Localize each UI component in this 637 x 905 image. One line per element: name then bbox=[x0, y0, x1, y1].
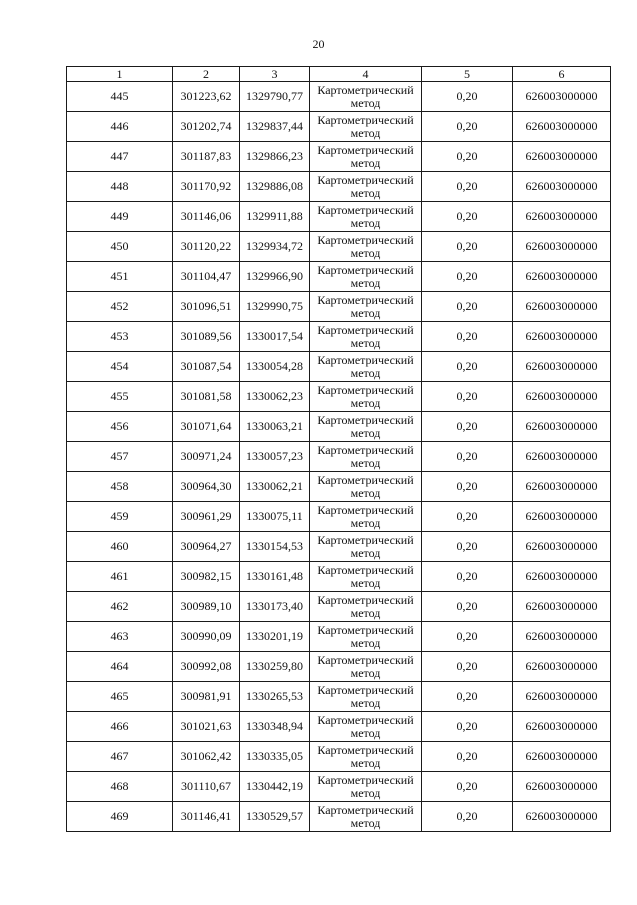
code-cell: 626003000000 bbox=[513, 112, 611, 142]
point-number-cell: 448 bbox=[67, 172, 173, 202]
column-header: 4 bbox=[310, 67, 422, 82]
method-cell bbox=[310, 202, 422, 232]
table-row bbox=[67, 322, 611, 352]
method-line-2: метод bbox=[350, 425, 381, 440]
table-row bbox=[67, 502, 611, 532]
code-cell: 626003000000 bbox=[513, 322, 611, 352]
table-row bbox=[67, 412, 611, 442]
x-coordinate-cell: 301071,64 bbox=[173, 412, 240, 442]
point-number-cell: 462 bbox=[67, 592, 173, 622]
point-number-cell: 457 bbox=[67, 442, 173, 472]
table-row bbox=[67, 562, 611, 592]
point-number-cell: 464 bbox=[67, 652, 173, 682]
accuracy-cell: 0,20 bbox=[422, 82, 513, 112]
code-cell: 626003000000 bbox=[513, 652, 611, 682]
code-cell: 626003000000 bbox=[513, 622, 611, 652]
method-line-1: Картометрический bbox=[317, 142, 414, 157]
method-line-2: метод bbox=[350, 545, 381, 560]
method-line-1: Картометрический bbox=[317, 532, 414, 547]
column-header: 2 bbox=[173, 67, 240, 82]
method-line-1: Картометрический bbox=[317, 712, 414, 727]
x-coordinate-cell: 301202,74 bbox=[173, 112, 240, 142]
code-cell: 626003000000 bbox=[513, 412, 611, 442]
accuracy-cell: 0,20 bbox=[422, 232, 513, 262]
point-number-cell: 468 bbox=[67, 772, 173, 802]
method-line-2: метод bbox=[350, 575, 381, 590]
y-coordinate-cell: 1330173,40 bbox=[240, 592, 310, 622]
code-cell: 626003000000 bbox=[513, 142, 611, 172]
method-line-2: метод bbox=[350, 155, 381, 170]
table-row bbox=[67, 742, 611, 772]
method-cell bbox=[310, 682, 422, 712]
method-line-2: метод bbox=[350, 755, 381, 770]
table-row bbox=[67, 712, 611, 742]
column-header: 6 bbox=[513, 67, 611, 82]
point-number-cell: 458 bbox=[67, 472, 173, 502]
y-coordinate-cell: 1330201,19 bbox=[240, 622, 310, 652]
coordinates-table bbox=[66, 66, 611, 832]
x-coordinate-cell: 301120,22 bbox=[173, 232, 240, 262]
table-row bbox=[67, 382, 611, 412]
method-line-2: метод bbox=[350, 785, 381, 800]
point-number-cell: 459 bbox=[67, 502, 173, 532]
y-coordinate-cell: 1330017,54 bbox=[240, 322, 310, 352]
code-cell: 626003000000 bbox=[513, 172, 611, 202]
method-cell bbox=[310, 712, 422, 742]
method-line-2: метод bbox=[350, 815, 381, 830]
point-number-cell: 466 bbox=[67, 712, 173, 742]
table-row bbox=[67, 772, 611, 802]
method-line-1: Картометрический bbox=[317, 292, 414, 307]
point-number-cell: 453 bbox=[67, 322, 173, 352]
x-coordinate-cell: 300964,27 bbox=[173, 532, 240, 562]
accuracy-cell: 0,20 bbox=[422, 592, 513, 622]
method-cell bbox=[310, 112, 422, 142]
table-header-row bbox=[67, 67, 611, 82]
accuracy-cell: 0,20 bbox=[422, 292, 513, 322]
accuracy-cell: 0,20 bbox=[422, 652, 513, 682]
method-line-2: метод bbox=[350, 695, 381, 710]
point-number-cell: 460 bbox=[67, 532, 173, 562]
x-coordinate-cell: 301187,83 bbox=[173, 142, 240, 172]
method-cell bbox=[310, 232, 422, 262]
accuracy-cell: 0,20 bbox=[422, 322, 513, 352]
code-cell: 626003000000 bbox=[513, 292, 611, 322]
point-number-cell: 461 bbox=[67, 562, 173, 592]
y-coordinate-cell: 1330442,19 bbox=[240, 772, 310, 802]
accuracy-cell: 0,20 bbox=[422, 682, 513, 712]
accuracy-cell: 0,20 bbox=[422, 562, 513, 592]
method-cell bbox=[310, 772, 422, 802]
x-coordinate-cell: 301096,51 bbox=[173, 292, 240, 322]
y-coordinate-cell: 1330265,53 bbox=[240, 682, 310, 712]
method-cell bbox=[310, 472, 422, 502]
method-line-1: Картометрический bbox=[317, 232, 414, 247]
x-coordinate-cell: 300992,08 bbox=[173, 652, 240, 682]
y-coordinate-cell: 1330062,21 bbox=[240, 472, 310, 502]
code-cell: 626003000000 bbox=[513, 202, 611, 232]
method-line-2: метод bbox=[350, 455, 381, 470]
method-line-1: Картометрический bbox=[317, 622, 414, 637]
table-row bbox=[67, 202, 611, 232]
method-line-1: Картометрический bbox=[317, 652, 414, 667]
y-coordinate-cell: 1329886,08 bbox=[240, 172, 310, 202]
y-coordinate-cell: 1330335,05 bbox=[240, 742, 310, 772]
method-cell bbox=[310, 82, 422, 112]
method-line-1: Картометрический bbox=[317, 742, 414, 757]
method-cell bbox=[310, 382, 422, 412]
method-line-2: метод bbox=[350, 215, 381, 230]
x-coordinate-cell: 301087,54 bbox=[173, 352, 240, 382]
table-row bbox=[67, 352, 611, 382]
method-cell bbox=[310, 802, 422, 832]
method-line-1: Картометрический bbox=[317, 262, 414, 277]
column-header: 5 bbox=[422, 67, 513, 82]
point-number-cell: 447 bbox=[67, 142, 173, 172]
accuracy-cell: 0,20 bbox=[422, 802, 513, 832]
code-cell: 626003000000 bbox=[513, 472, 611, 502]
method-line-1: Картометрический bbox=[317, 772, 414, 787]
method-cell bbox=[310, 412, 422, 442]
x-coordinate-cell: 301089,56 bbox=[173, 322, 240, 352]
x-coordinate-cell: 301021,63 bbox=[173, 712, 240, 742]
method-line-1: Картометрический bbox=[317, 382, 414, 397]
method-line-1: Картометрический bbox=[317, 682, 414, 697]
point-number-cell: 456 bbox=[67, 412, 173, 442]
accuracy-cell: 0,20 bbox=[422, 712, 513, 742]
y-coordinate-cell: 1330057,23 bbox=[240, 442, 310, 472]
y-coordinate-cell: 1330062,23 bbox=[240, 382, 310, 412]
x-coordinate-cell: 301081,58 bbox=[173, 382, 240, 412]
point-number-cell: 455 bbox=[67, 382, 173, 412]
method-line-2: метод bbox=[350, 635, 381, 650]
table-row bbox=[67, 592, 611, 622]
table-row bbox=[67, 802, 611, 832]
accuracy-cell: 0,20 bbox=[422, 442, 513, 472]
table-row bbox=[67, 652, 611, 682]
table-row bbox=[67, 262, 611, 292]
code-cell: 626003000000 bbox=[513, 82, 611, 112]
method-line-1: Картометрический bbox=[317, 112, 414, 127]
y-coordinate-cell: 1330348,94 bbox=[240, 712, 310, 742]
method-cell bbox=[310, 322, 422, 352]
x-coordinate-cell: 300971,24 bbox=[173, 442, 240, 472]
method-cell bbox=[310, 562, 422, 592]
method-cell bbox=[310, 502, 422, 532]
method-line-2: метод bbox=[350, 665, 381, 680]
code-cell: 626003000000 bbox=[513, 382, 611, 412]
accuracy-cell: 0,20 bbox=[422, 532, 513, 562]
accuracy-cell: 0,20 bbox=[422, 112, 513, 142]
method-line-2: метод bbox=[350, 725, 381, 740]
method-cell bbox=[310, 142, 422, 172]
y-coordinate-cell: 1330161,48 bbox=[240, 562, 310, 592]
y-coordinate-cell: 1330154,53 bbox=[240, 532, 310, 562]
method-cell bbox=[310, 352, 422, 382]
column-header: 3 bbox=[240, 67, 310, 82]
code-cell: 626003000000 bbox=[513, 802, 611, 832]
table-row bbox=[67, 532, 611, 562]
x-coordinate-cell: 301062,42 bbox=[173, 742, 240, 772]
x-coordinate-cell: 301110,67 bbox=[173, 772, 240, 802]
point-number-cell: 451 bbox=[67, 262, 173, 292]
point-number-cell: 469 bbox=[67, 802, 173, 832]
table-body bbox=[67, 67, 611, 832]
method-line-2: метод bbox=[350, 95, 381, 110]
table-row bbox=[67, 442, 611, 472]
point-number-cell: 463 bbox=[67, 622, 173, 652]
method-line-1: Картометрический bbox=[317, 412, 414, 427]
y-coordinate-cell: 1330054,28 bbox=[240, 352, 310, 382]
method-line-1: Картометрический bbox=[317, 592, 414, 607]
y-coordinate-cell: 1329790,77 bbox=[240, 82, 310, 112]
x-coordinate-cell: 300961,29 bbox=[173, 502, 240, 532]
accuracy-cell: 0,20 bbox=[422, 382, 513, 412]
point-number-cell: 452 bbox=[67, 292, 173, 322]
method-line-2: метод bbox=[350, 365, 381, 380]
method-line-1: Картометрический bbox=[317, 352, 414, 367]
point-number-cell: 467 bbox=[67, 742, 173, 772]
y-coordinate-cell: 1329966,90 bbox=[240, 262, 310, 292]
code-cell: 626003000000 bbox=[513, 712, 611, 742]
column-header: 1 bbox=[67, 67, 173, 82]
code-cell: 626003000000 bbox=[513, 502, 611, 532]
method-line-2: метод bbox=[350, 395, 381, 410]
point-number-cell: 454 bbox=[67, 352, 173, 382]
accuracy-cell: 0,20 bbox=[422, 202, 513, 232]
accuracy-cell: 0,20 bbox=[422, 502, 513, 532]
x-coordinate-cell: 301146,06 bbox=[173, 202, 240, 232]
x-coordinate-cell: 301146,41 bbox=[173, 802, 240, 832]
y-coordinate-cell: 1330075,11 bbox=[240, 502, 310, 532]
accuracy-cell: 0,20 bbox=[422, 622, 513, 652]
point-number-cell: 446 bbox=[67, 112, 173, 142]
method-line-2: метод bbox=[350, 305, 381, 320]
method-cell bbox=[310, 442, 422, 472]
x-coordinate-cell: 300981,91 bbox=[173, 682, 240, 712]
code-cell: 626003000000 bbox=[513, 232, 611, 262]
method-cell bbox=[310, 652, 422, 682]
y-coordinate-cell: 1330063,21 bbox=[240, 412, 310, 442]
method-cell bbox=[310, 742, 422, 772]
x-coordinate-cell: 300989,10 bbox=[173, 592, 240, 622]
table-row bbox=[67, 622, 611, 652]
method-line-2: метод bbox=[350, 485, 381, 500]
method-line-2: метод bbox=[350, 245, 381, 260]
x-coordinate-cell: 301170,92 bbox=[173, 172, 240, 202]
table-row bbox=[67, 472, 611, 502]
code-cell: 626003000000 bbox=[513, 262, 611, 292]
accuracy-cell: 0,20 bbox=[422, 472, 513, 502]
table-row bbox=[67, 172, 611, 202]
table-row bbox=[67, 82, 611, 112]
point-number-cell: 445 bbox=[67, 82, 173, 112]
x-coordinate-cell: 300964,30 bbox=[173, 472, 240, 502]
y-coordinate-cell: 1329934,72 bbox=[240, 232, 310, 262]
x-coordinate-cell: 301223,62 bbox=[173, 82, 240, 112]
method-line-2: метод bbox=[350, 185, 381, 200]
y-coordinate-cell: 1329837,44 bbox=[240, 112, 310, 142]
method-line-1: Картометрический bbox=[317, 442, 414, 457]
code-cell: 626003000000 bbox=[513, 562, 611, 592]
code-cell: 626003000000 bbox=[513, 442, 611, 472]
method-line-1: Картометрический bbox=[317, 172, 414, 187]
method-line-1: Картометрический bbox=[317, 502, 414, 517]
code-cell: 626003000000 bbox=[513, 742, 611, 772]
x-coordinate-cell: 300990,09 bbox=[173, 622, 240, 652]
code-cell: 626003000000 bbox=[513, 352, 611, 382]
code-cell: 626003000000 bbox=[513, 772, 611, 802]
method-line-1: Картометрический bbox=[317, 802, 414, 817]
method-line-1: Картометрический bbox=[317, 202, 414, 217]
method-line-1: Картометрический bbox=[317, 562, 414, 577]
y-coordinate-cell: 1330529,57 bbox=[240, 802, 310, 832]
x-coordinate-cell: 301104,47 bbox=[173, 262, 240, 292]
method-line-1: Картометрический bbox=[317, 322, 414, 337]
code-cell: 626003000000 bbox=[513, 592, 611, 622]
page-number: 20 bbox=[312, 37, 325, 51]
method-cell bbox=[310, 292, 422, 322]
code-cell: 626003000000 bbox=[513, 532, 611, 562]
accuracy-cell: 0,20 bbox=[422, 172, 513, 202]
point-number-cell: 465 bbox=[67, 682, 173, 712]
method-line-2: метод bbox=[350, 275, 381, 290]
method-line-2: метод bbox=[350, 605, 381, 620]
table-row bbox=[67, 292, 611, 322]
accuracy-cell: 0,20 bbox=[422, 352, 513, 382]
method-cell bbox=[310, 532, 422, 562]
y-coordinate-cell: 1330259,80 bbox=[240, 652, 310, 682]
y-coordinate-cell: 1329911,88 bbox=[240, 202, 310, 232]
method-line-2: метод bbox=[350, 125, 381, 140]
accuracy-cell: 0,20 bbox=[422, 262, 513, 292]
table-row bbox=[67, 232, 611, 262]
point-number-cell: 449 bbox=[67, 202, 173, 232]
table-row bbox=[67, 142, 611, 172]
point-number-cell: 450 bbox=[67, 232, 173, 262]
accuracy-cell: 0,20 bbox=[422, 772, 513, 802]
method-cell bbox=[310, 592, 422, 622]
method-line-2: метод bbox=[350, 335, 381, 350]
method-line-2: метод bbox=[350, 515, 381, 530]
method-line-1: Картометрический bbox=[317, 472, 414, 487]
code-cell: 626003000000 bbox=[513, 682, 611, 712]
method-cell bbox=[310, 172, 422, 202]
table-row bbox=[67, 112, 611, 142]
method-line-1: Картометрический bbox=[317, 82, 414, 97]
y-coordinate-cell: 1329990,75 bbox=[240, 292, 310, 322]
y-coordinate-cell: 1329866,23 bbox=[240, 142, 310, 172]
accuracy-cell: 0,20 bbox=[422, 412, 513, 442]
method-cell bbox=[310, 262, 422, 292]
accuracy-cell: 0,20 bbox=[422, 142, 513, 172]
x-coordinate-cell: 300982,15 bbox=[173, 562, 240, 592]
method-cell bbox=[310, 622, 422, 652]
table-row bbox=[67, 682, 611, 712]
accuracy-cell: 0,20 bbox=[422, 742, 513, 772]
